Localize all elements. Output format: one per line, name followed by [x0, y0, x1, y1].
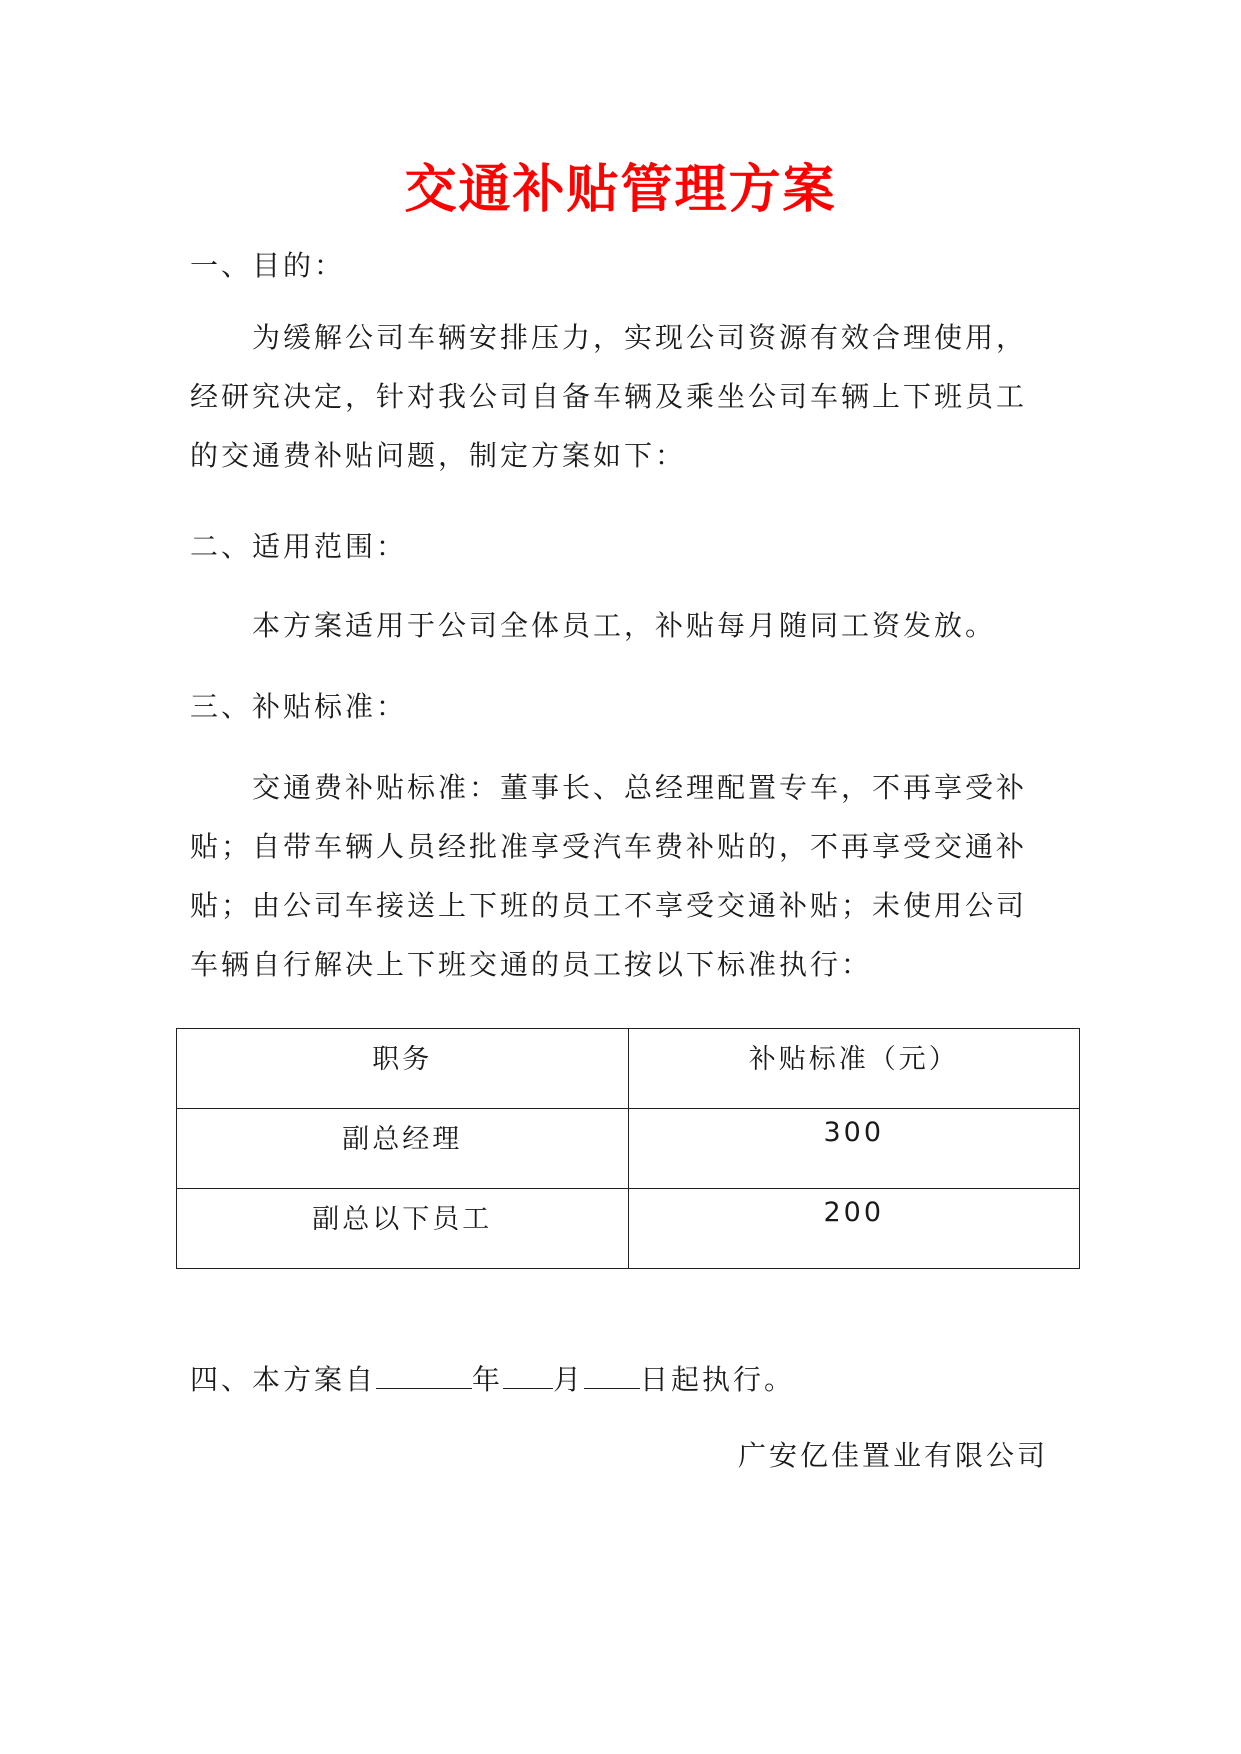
section-3-line-3: 贴；由公司车接送上下班的员工不享受交通补贴；未使用公司: [190, 889, 1028, 922]
section-4-year: 年: [472, 1363, 504, 1396]
section-3-line-2: 贴；自带车辆人员经批准享受汽车费补贴的，不再享受交通补: [190, 830, 1028, 863]
table-header-position: 职务: [177, 1029, 629, 1109]
table-row: [177, 1189, 1080, 1269]
company-signature: 广安亿佳置业有限公司: [738, 1439, 1049, 1472]
section-1-heading: 一、目的：: [190, 249, 346, 282]
table-cell-amount: 200: [628, 1189, 1080, 1269]
section-4-line: [190, 1358, 795, 1400]
table-cell-position: 副总以下员工: [177, 1189, 629, 1269]
section-1-line-1: 为缓解公司车辆安排压力，实现公司资源有效合理使用，: [252, 321, 1028, 354]
day-blank[interactable]: [584, 1358, 640, 1389]
month-blank[interactable]: [503, 1358, 553, 1389]
year-blank[interactable]: [376, 1358, 472, 1389]
section-4-month: 月: [553, 1363, 585, 1396]
section-1-line-3: 的交通费补贴问题，制定方案如下：: [190, 439, 687, 472]
table-header-standard: 补贴标准（元）: [628, 1029, 1080, 1109]
table-cell-amount: 300: [628, 1109, 1080, 1189]
document-title: 交通补贴管理方案: [404, 160, 837, 220]
table-row: [177, 1109, 1080, 1189]
section-3-line-4: 车辆自行解决上下班交通的员工按以下标准执行：: [190, 948, 873, 981]
section-1-line-2: 经研究决定，针对我公司自备车辆及乘坐公司车辆上下班员工: [190, 380, 1028, 413]
section-4-suffix: 日起执行。: [640, 1363, 796, 1396]
section-4-prefix: 四、本方案自: [190, 1363, 377, 1396]
table-header-row: [177, 1029, 1080, 1109]
subsidy-table: [176, 1028, 1080, 1269]
section-3-heading: 三、补贴标准：: [190, 690, 408, 723]
section-2-heading: 二、适用范围：: [190, 530, 408, 563]
table-cell-position: 副总经理: [177, 1109, 629, 1189]
section-3-line-1: 交通费补贴标准：董事长、总经理配置专车，不再享受补: [252, 771, 1028, 804]
section-2-line-1: 本方案适用于公司全体员工，补贴每月随同工资发放。: [252, 609, 997, 642]
